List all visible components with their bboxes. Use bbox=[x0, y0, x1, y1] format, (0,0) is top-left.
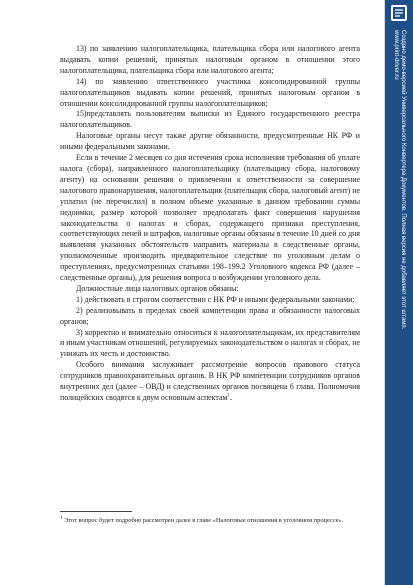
list-item: 14) по заявлению ответственного участника консолидированной группы налогоплательщиков выдавать копии решений, принятых налоговым органом в отношении консолидированной группы налогоплательщиков; bbox=[60, 76, 360, 108]
list-item: 15)представлять пользователям выписки из Единого государственного реестра налогоплательщиков. bbox=[60, 109, 360, 130]
watermark-line: Создано демо-версией Универсального Конвертера Документов. Полная версия не добавляет этот штамп. bbox=[400, 30, 406, 330]
watermark-sidebar bbox=[385, 0, 413, 585]
watermark-text bbox=[392, 30, 406, 329]
paragraph: Налоговые органы несут также другие обязанности, предусмотренные НК РФ и иными федеральными законами. bbox=[60, 131, 360, 152]
watermark-url[interactable]: www.print-driver.ru bbox=[393, 30, 399, 80]
paragraph: Если в течение 2 месяцев со дня истечения срока исполнения требования об уплате налога (сбора), направленного налогоплательщику (плательщику сбора, налоговому агенту) на основании решения о привлечении к ответственности за совершение налогового правонарушения, налогоплательщик (плательщик сбора, налоговый агент) не уплатил (не перечислил) в полном объеме указанные в данном требовании суммы недоимки, размер которой позволяет предполагать факт совершения нарушения законодательства о налогах и сборах, содержащего признаки преступления, соответствующих пеней и штрафов, налоговые органы обязаны в течение 10 дней со дня выявления указанных обстоятельств направить материалы в следственные органы, уполномоченные производить предварительное следствие по уголовным делам о преступлениях, предусмотренных статьями 198–199.2 Уголовного кодекса РФ (далее – следственные органы), для решения вопроса о возбуждении уголовного дела. bbox=[60, 153, 360, 283]
list-item: 13) по заявлению налогоплательщика, плательщика сбора или налогового агента выдавать копии решений, принятых налоговым органом в отношении этого налогоплательщика, плательщика сбора или налогового агента; bbox=[60, 44, 360, 75]
closing-text: Особого внимания заслуживает рассмотрение вопросов правового статуса сотрудников правоохранительных органов. В НК РФ компетенции сотрудников органов внутренних дел (далее – ОВД) и следственных органов посвящена 6 глава. Полномочия полицейских сводятся к двум основным аспектам bbox=[60, 360, 360, 402]
list-item: 3) корректно и внимательно относиться к налогоплательщикам, их представителям и иным участникам отношений, регулируемых законодательством о налогах и сборах, не унижать их честь и достоинство. bbox=[60, 327, 360, 359]
body-text bbox=[60, 44, 360, 404]
document-converter-logo-icon bbox=[390, 4, 408, 22]
list-item: 1) действовать в строгом соответствии с НК РФ и иными федеральными законами; bbox=[76, 294, 355, 304]
list-item: 2) реализовывать в пределах своей компетенции права и обязанности налоговых органов; bbox=[60, 305, 360, 326]
footnote-divider bbox=[60, 511, 132, 512]
footnote-text: Этот вопрос будет подробно рассмотрен далее в главе «Налоговые отношения в уголовном процессе». bbox=[64, 517, 344, 524]
footnote-reference: 1 bbox=[227, 393, 230, 399]
closing-paragraph: Особого внимания заслуживает рассмотрение вопросов правового статуса сотрудников правоохранительных органов. В НК РФ компетенции сотрудников органов внутренних дел (далее – ОВД) и следственных органов посвящена 6 глава. Полномочия полицейских сводятся к двум основным аспектам$^1$. bbox=[60, 360, 360, 402]
footnote bbox=[60, 516, 360, 525]
footnote-number: 1 bbox=[60, 515, 63, 521]
paragraph: Должностные лица налоговых органов обязаны: bbox=[76, 283, 239, 293]
